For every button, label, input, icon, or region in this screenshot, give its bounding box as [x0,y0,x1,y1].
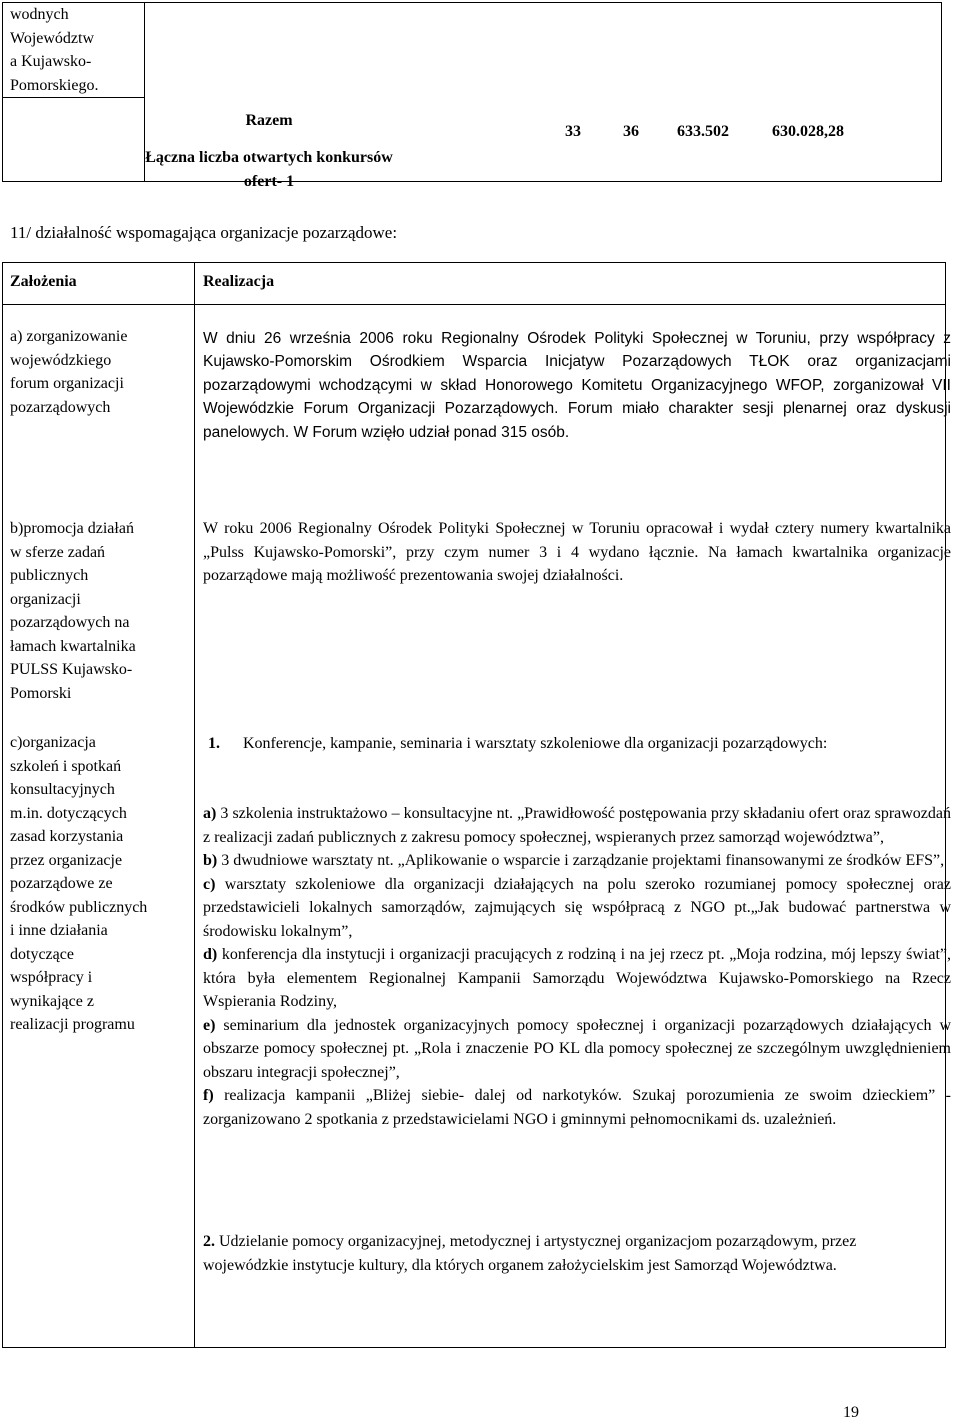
subitem-a: a) 3 szkolenia instruktażowo – konsultacyjne nt. „Prawidłowość postępowania przy składaniu ofert oraz sprawozdań z realizacji zadań publicznych z zakresu pomocy społecznej, wspieranych przez samorząd województwa”, [203,805,952,846]
col-header-realizacja: Realizacja [203,273,275,290]
row-b-assumption: b)promocja działań w sferze zadań publicznych organizacji pozarządowych na łamach kwartalnika PULSS Kujawsko- Pomorski [10,520,136,702]
subitem-b: b) 3 dwudniowe warsztaty nt. „Aplikowanie o wsparcie i zarządzanie projektami finansowanymi ze środków EFS”, [203,852,945,869]
section-heading: 11/ działalność wspomagająca organizacje pozarządowe: [10,223,398,242]
col-header-zalozenia: Założenia [10,273,77,290]
item-2-number: 2. [203,1233,215,1250]
item-1-text: Konferencje, kampanie, seminaria i warsztaty szkoleniowe dla organizacji pozarządowych: [243,735,828,752]
item-2 [203,1230,903,1277]
item-1-subitems [203,802,951,1131]
page-number: 19 [843,1404,859,1421]
summary-total-label: Łączna liczba otwartych konkursów ofert- 1 [145,149,393,190]
row-a-assumption: a) zorganizowanie wojewódzkiego forum organizacji pozarządowych [10,328,128,416]
subitem-c: c) warsztaty szkoleniowe dla organizacji działających na polu szeroko rozumianej pomocy społecznej oraz przedstawicieli lokalnych samorządów, zajmujących się współpracą z NGO pt.„Jak budować partnerstwa w środowisku lokalnym”, [203,875,951,940]
item-1-number: 1. [208,735,220,752]
main-table-col-divider [194,262,195,1348]
summary-value-633502: 633.502 [677,123,729,140]
subitem-f: f) realizacja kampanii „Bliżej siebie- dalej od narkotyków. Szukaj porozumienia ze swoim dzieckiem” - zorganizowano 2 spotkania z przedstawicielami NGO i gminnymi pełnomocnikami ds. uzależnień. [203,1087,952,1128]
summary-left-text: wodnych Województw a Kujawsko- Pomorskiego. [10,6,99,94]
summary-value-630028: 630.028,28 [772,123,844,140]
row-a-realization: W dniu 26 września 2006 roku Regionalny Ośrodek Polityki Społecznej w Toruniu, przy współpracy z Kujawsko-Pomorskim Ośrodkiem Wsparcia Inicjatyw Pozarządowych TŁOK oraz organizacjami pozarządowymi wchodzącymi w skład Honorowego Komitetu Organizacyjnego WFOP, zorganizował VII Wojewódzkie Forum Organizacji Pozarządowych. Forum miało charakter sesji plenarnej oraz dyskusji panelowych. W Forum wzięło udział ponad 315 osób. [203,330,951,441]
summary-value-36: 36 [623,123,639,140]
summary-value-33: 33 [565,123,581,140]
summary-razem: Razem [245,112,293,129]
subitem-d: d) konferencja dla instytucji i organizacji pracujących z rodziną i na jej rzecz pt. „Moja rodzina, mój lepszy świat”, która była elementem Regionalnej Kampanii Samorządu Województwa Kujawsko-Pomorskiego na Rzecz Wspierania Rodziny, [203,946,952,1010]
item-2-text: Udzielanie pomocy organizacyjnej, metodycznej i artystycznej organizacjom pozarządowym, przez wojewódzkie instytucje kultury, dla których organem założycielskim jest Samorząd Województwa. [203,1233,857,1274]
subitem-e: e) seminarium dla jednostek organizacyjnych pomocy społecznej i organizacji pozarządowych działających w obszarze pomocy społecznej pt. „Rola i znaczenie PO KL dla pomocy społecznej ze szczególnym uwzględnieniem obszaru integracji społecznej”, [203,1016,952,1081]
row-b-realization: W roku 2006 Regionalny Ośrodek Polityki Społecznej w Toruniu opracował i wydał cztery numery kwartalnika „Pulss Kujawsko-Pomorski”, przy czym numer 3 i 4 wydano łącznie. Na łamach kwartalnika organizacje pozarządowe mają możliwość prezentowania swojej działalności. [203,520,951,584]
row-c-assumption: c)organizacja szkoleń i spotkań konsultacyjnych m.in. dotyczących zasad korzystania przez organizacje pozarządowe ze środków publicznych i inne działania dotyczące współpracy i wynikające z realizacji programu [10,734,148,1033]
main-table-header-divider [2,304,946,305]
